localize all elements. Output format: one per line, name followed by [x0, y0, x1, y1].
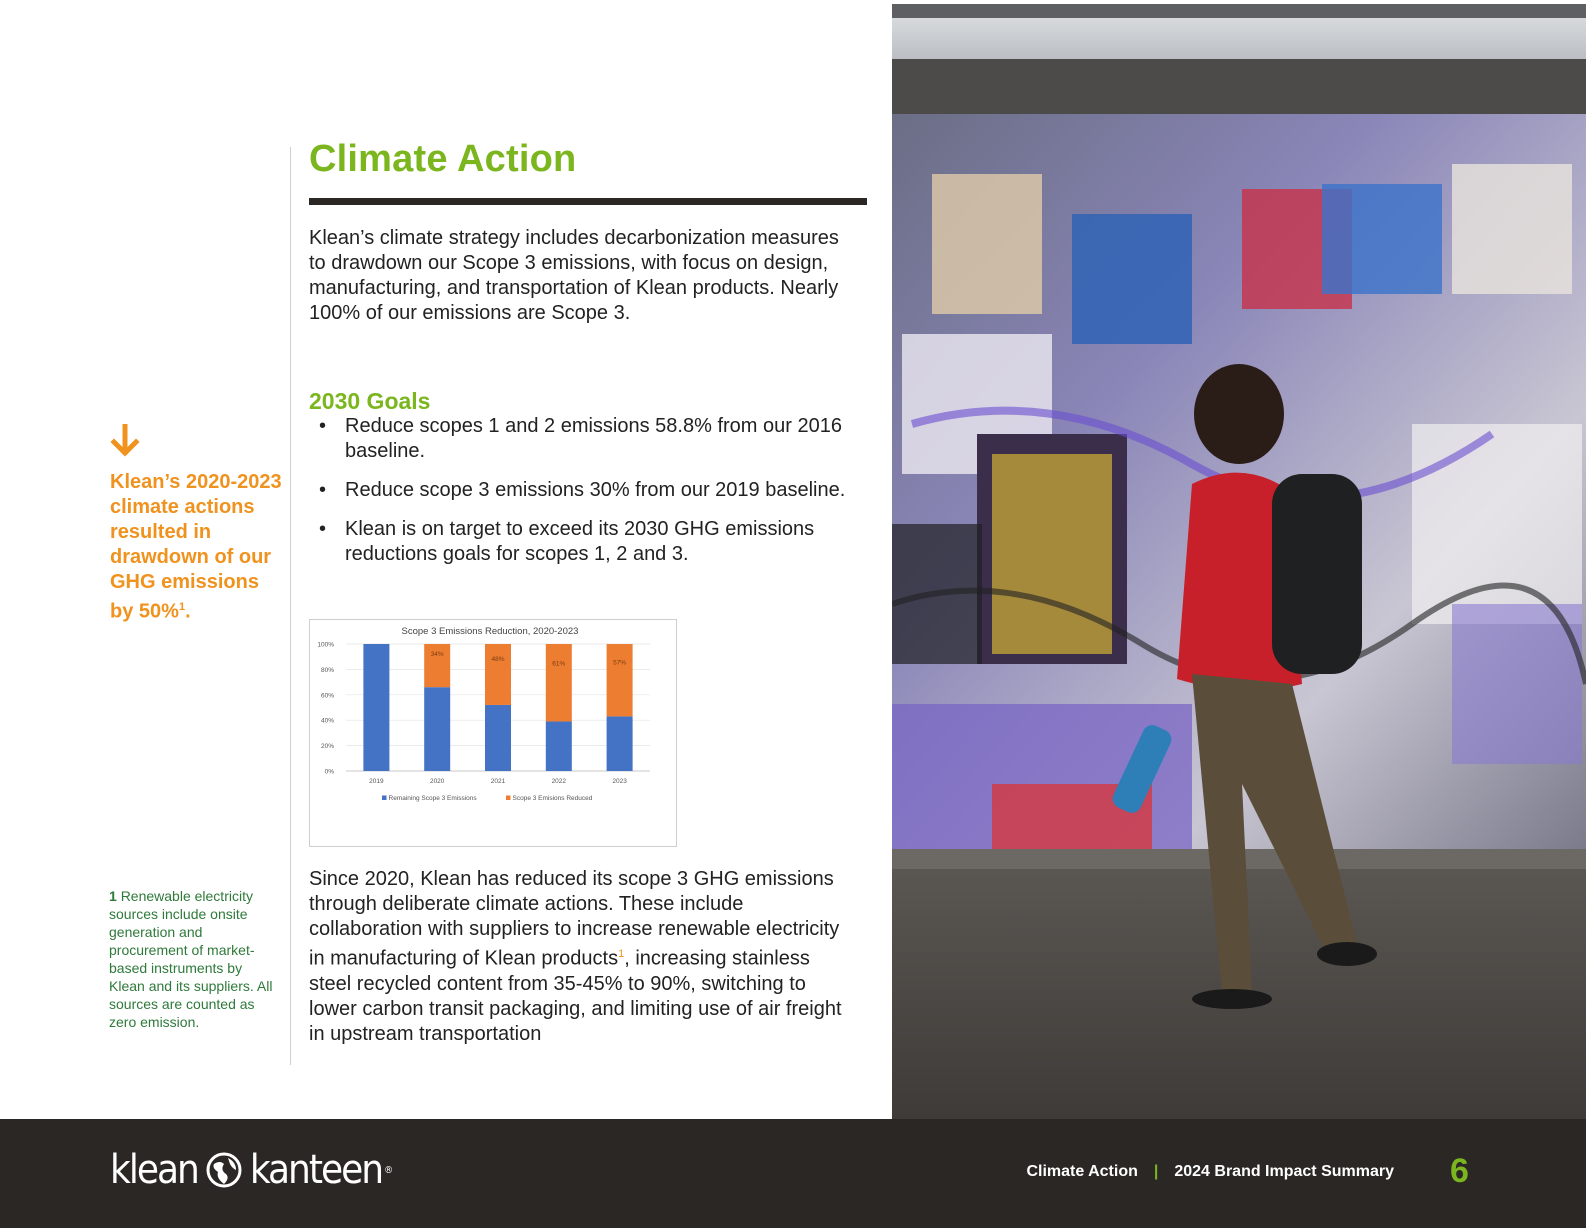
page-number: 6 [1450, 1152, 1469, 1190]
intro-paragraph: Klean’s climate strategy includes decarbonization measures to drawdown our Scope 3 emissions, with focus on design, manufacturing, and transportation of Klean products. Nearly 100% of our emissions are Scope 3. [309, 227, 839, 324]
chart-bar-remaining [363, 644, 389, 771]
chart-bar-remaining [424, 687, 450, 771]
y-tick-label: 100% [317, 641, 334, 649]
footer-section: Climate Action [1026, 1163, 1138, 1180]
legend-swatch [506, 796, 511, 801]
legend-swatch [382, 796, 387, 801]
y-tick-label: 60% [320, 692, 334, 700]
goal-item: • Reduce scopes 1 and 2 emissions 58.8% from our 2016 baseline. [309, 414, 869, 464]
goal-item: • Klean is on target to exceed its 2030 GHG emissions reductions goals for scopes 1, 2 and 3. [309, 517, 869, 567]
page-title: Climate Action [309, 138, 577, 180]
chart-bar-remaining [607, 716, 633, 771]
arrow-down-icon [110, 424, 140, 458]
y-tick-label: 40% [320, 717, 334, 725]
footer-separator: | [1153, 1163, 1159, 1180]
street-photo [892, 4, 1586, 1119]
graffiti-wall-image [892, 4, 1586, 1119]
x-tick-label: 2022 [551, 778, 567, 785]
logo-word-right: kanteen [249, 1147, 383, 1193]
emissions-chart [309, 619, 677, 847]
footer-doc-title: 2024 Brand Impact Summary [1174, 1163, 1394, 1180]
brand-logo [110, 1145, 393, 1195]
chart-data-label: 57% [613, 659, 627, 667]
chart-svg [310, 620, 676, 846]
x-tick-label: 2020 [429, 778, 445, 785]
closing-paragraph: Since 2020, Klean has reduced its scope 3 GHG emissions through deliberate climate actions. These include collaboration with suppliers to increase renewable electricity in manufacturing of Klean products$^1$, increasing stainless steel recycled content from 35-45% to 90%, switching to lower carbon transit packaging, and limiting use of air freight in upstream transportation [309, 868, 842, 1045]
chart-bar-reduced [546, 644, 572, 721]
chart-bar-reduced [607, 644, 633, 716]
title-rule [309, 198, 867, 205]
chart-data-label: 34% [430, 651, 444, 659]
x-tick-label: 2019 [369, 778, 384, 785]
y-tick-label: 20% [320, 743, 334, 751]
chart-bar-remaining [546, 721, 572, 771]
y-tick-label: 80% [320, 666, 334, 674]
chart-bar-remaining [485, 705, 511, 771]
globe-icon [206, 1152, 242, 1188]
goal-item: • Reduce scope 3 emissions 30% from our 2019 baseline. [309, 478, 869, 503]
x-tick-label: 2021 [490, 778, 506, 785]
logo-word-left: klean [110, 1147, 198, 1193]
legend-label: Scope 3 Emisions Reduced [512, 795, 593, 802]
logo-registered: ® [384, 1164, 394, 1176]
goals-list [309, 414, 869, 581]
footer-breadcrumb [1026, 1163, 1394, 1181]
x-tick-label: 2023 [612, 778, 627, 785]
chart-title: Scope 3 Emissions Reduction, 2020-2023 [401, 626, 579, 637]
chart-data-label: 61% [552, 660, 566, 668]
legend-label: Remaining Scope 3 Emissions [388, 795, 477, 802]
chart-data-label: 48% [491, 656, 505, 664]
column-divider [290, 147, 291, 1065]
chart-bar-reduced [485, 644, 511, 705]
footnote: 1 Renewable electricity sources include onsite generation and procurement of market-based instruments by Klean and its suppliers. All sources are counted as zero emission. [109, 888, 273, 1030]
y-tick-label: 0% [324, 768, 334, 776]
callout-stat: Klean’s 2020-2023 climate actions resulted in drawdown of our GHG emissions by 50%$^1$. [110, 471, 282, 623]
goals-heading: 2030 Goals [309, 388, 431, 414]
